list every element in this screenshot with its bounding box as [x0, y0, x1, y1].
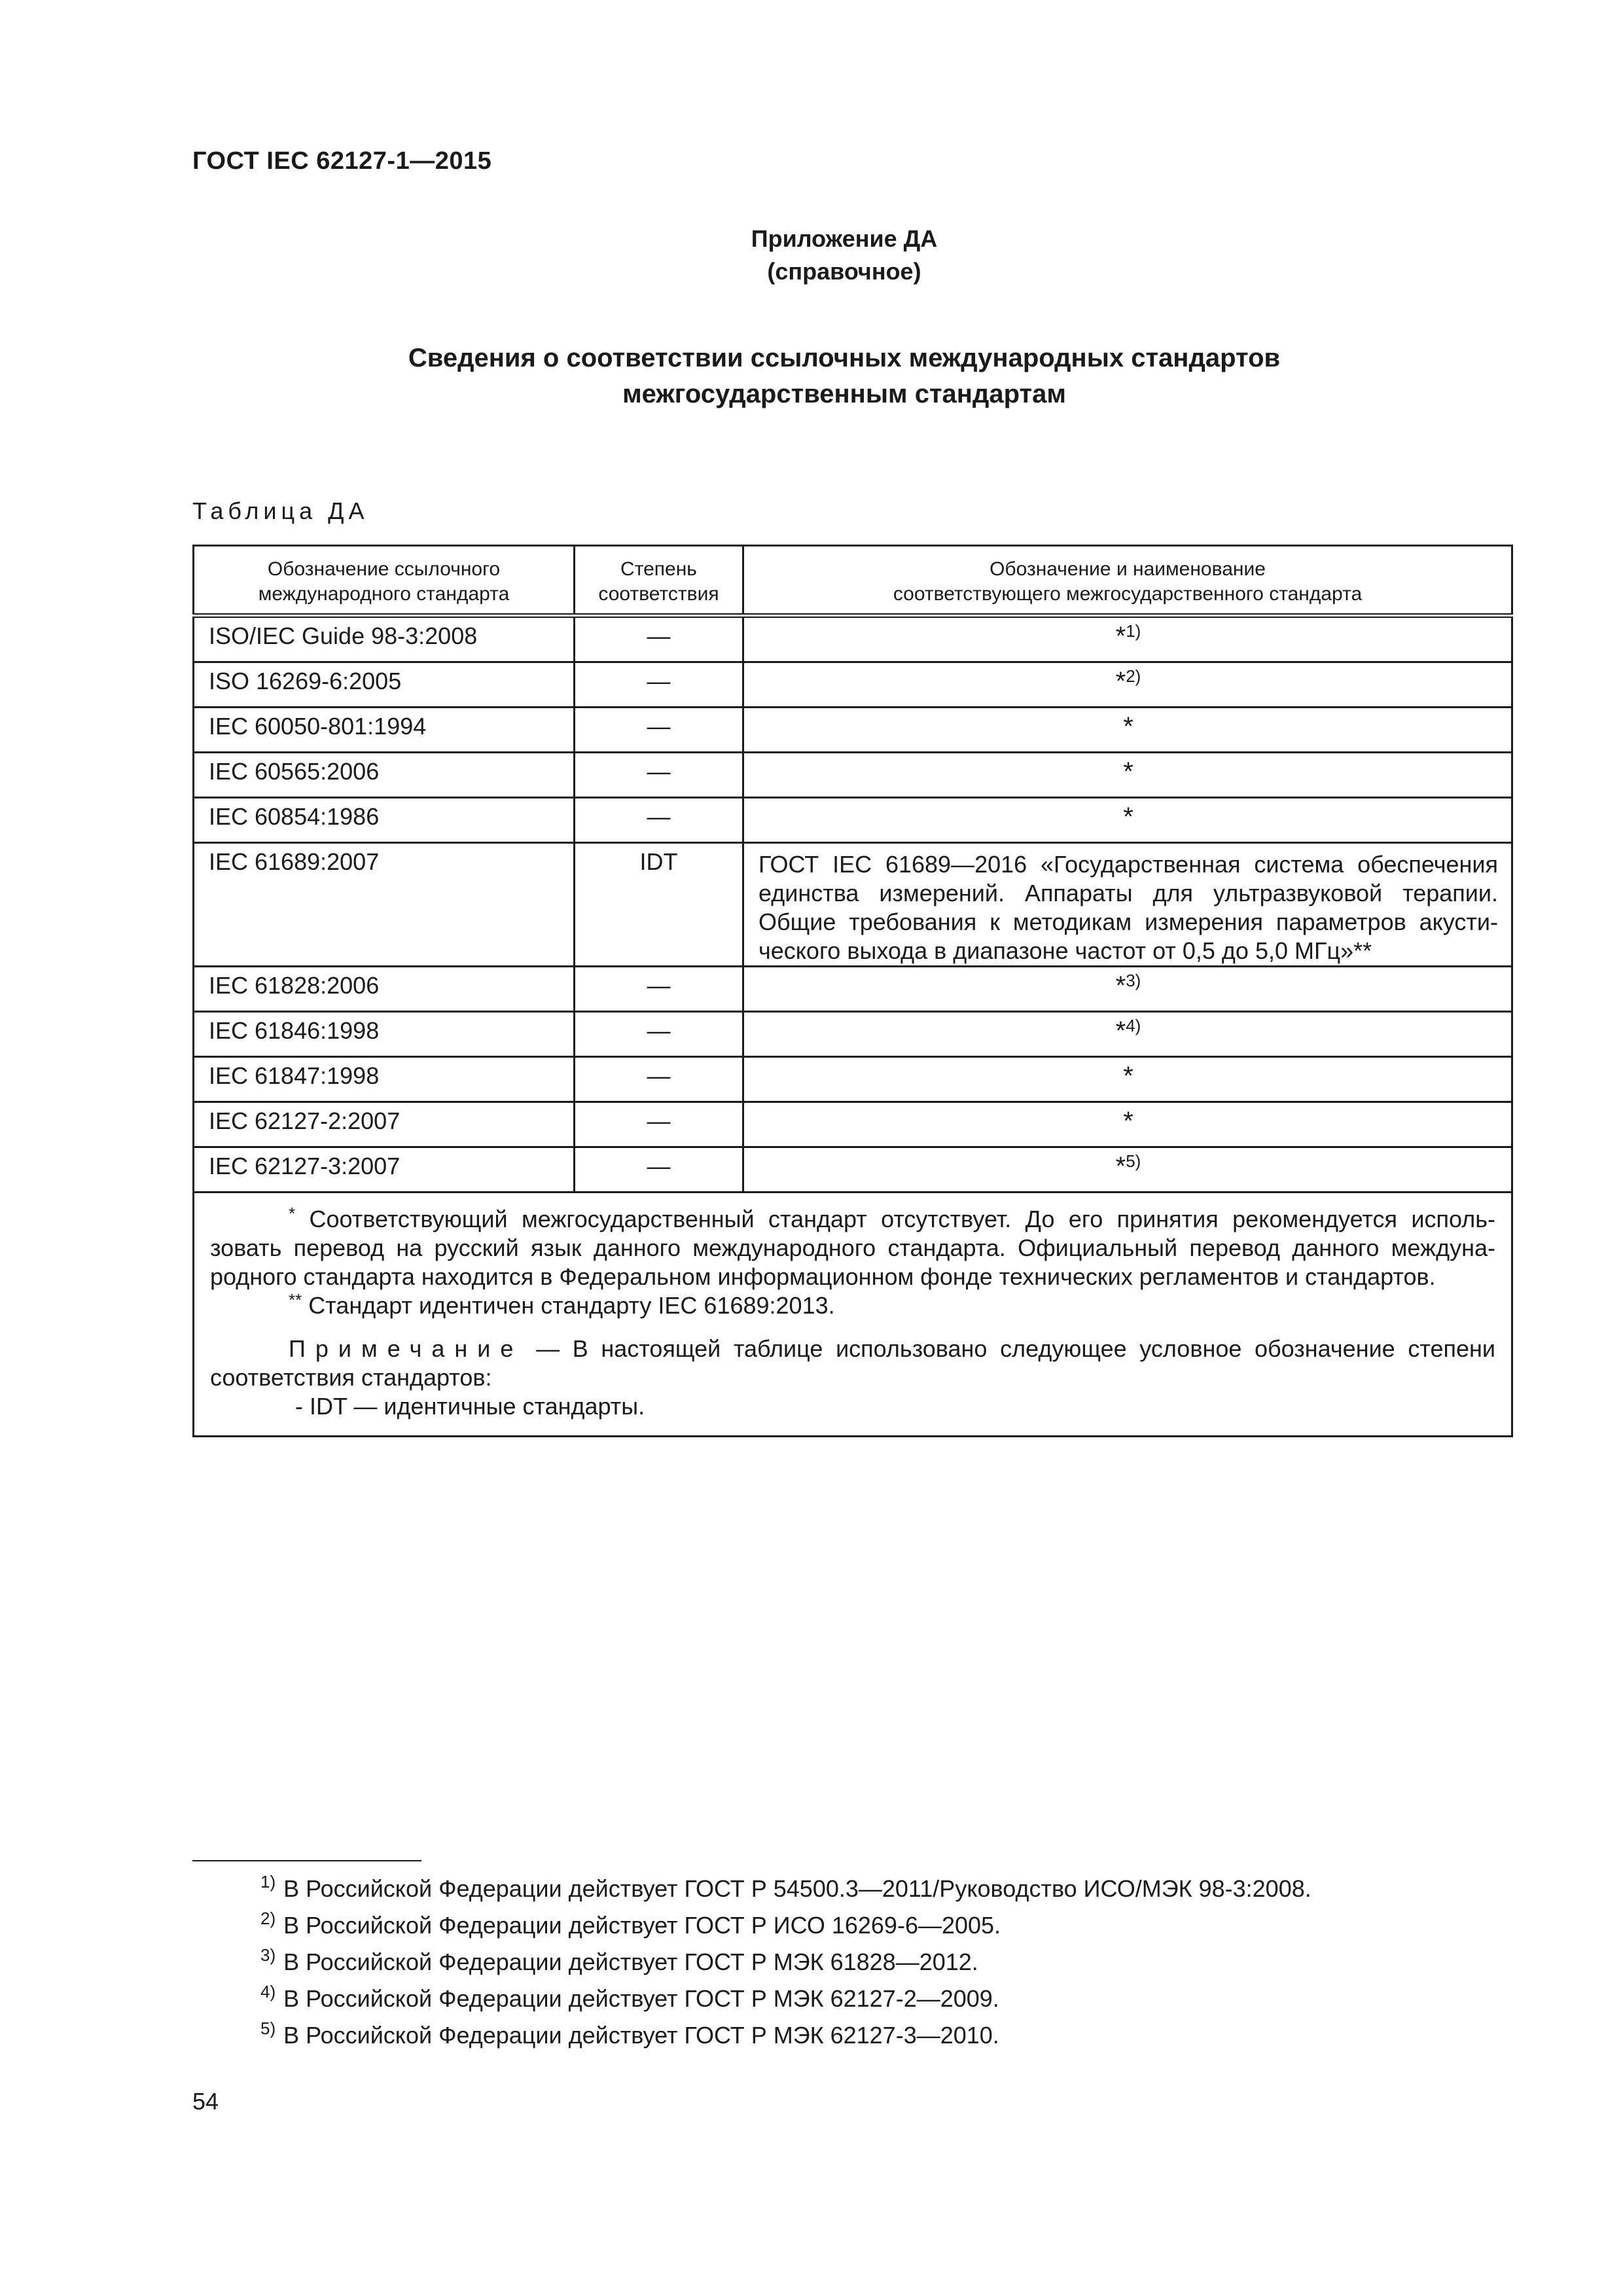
header-col1-line1: Обозначение ссылочного [267, 558, 501, 580]
header-international-standard [194, 546, 575, 616]
table-row [194, 798, 1512, 843]
footnote [260, 1944, 1311, 1981]
table-row [194, 1102, 1512, 1147]
cell-standard: IEC 61846:1998 [194, 1012, 575, 1057]
cell-standard: ISO/IEC Guide 98-3:2008 [194, 616, 575, 662]
header-col3-line1: Обозначение и наименование [990, 558, 1266, 580]
table-row [194, 967, 1512, 1012]
footnote-ref: 3) [1126, 971, 1141, 990]
header-col2-line2: соответствия [598, 583, 719, 605]
cell-degree: — [575, 1057, 743, 1102]
footnote-mark: 3) [260, 1945, 276, 1965]
cell-reference [743, 1147, 1512, 1193]
footnote-text: В Российской Федерации действует ГОСТ Р МЭК 62127-2—2009. [283, 1985, 999, 2012]
cell-degree: — [575, 753, 743, 798]
footnote-mark: 2) [260, 1909, 276, 1928]
table-label: Таблица ДА [192, 497, 369, 524]
note-double-star-text: Стандарт идентичен стандарту IEC 61689:2013. [308, 1292, 835, 1319]
cell-degree: — [575, 1147, 743, 1193]
cell-reference: ГОСТ IEC 61689—2016 «Государственная система обеспечения единства измерений. Аппараты для ультразвуковой терапии. Общие требования к методикам измерения параметров акусти-ческого выхода в диапазоне частот от 0,5 до 5,0 МГц»** [743, 843, 1512, 967]
page-number: 54 [192, 2088, 219, 2115]
section-title [262, 340, 1427, 412]
cell-reference [743, 1102, 1512, 1147]
table-row [194, 1057, 1512, 1102]
cell-reference [743, 662, 1512, 708]
cell-reference [743, 1057, 1512, 1102]
table-row [194, 616, 1512, 662]
reference-mark: * [1123, 712, 1133, 741]
table-row [194, 753, 1512, 798]
table-row [194, 1012, 1512, 1057]
header-interstate-standard [743, 546, 1512, 616]
footnote-mark: 1) [260, 1872, 276, 1892]
note-text: — В настоящей таблице использовано следующее условное обозначение степени соответствия стандартов: [210, 1335, 1495, 1391]
cell-standard: IEC 62127-2:2007 [194, 1102, 575, 1147]
note-double-star [210, 1291, 1495, 1320]
header-col3-line2: соответствующего межгосударственного стандарта [893, 583, 1363, 605]
note-star-text: Соответствующий межгосударственный стандарт отсутствует. До его принятия рекомендуется исполь-зовать перевод на русский язык данного международного стандарта. Официальный перевод данного междуна-родного стандарта находится в Федеральном информационном фонде технических регламентов и стандартов. [210, 1206, 1495, 1290]
section-title-line2: межгосударственным стандартам [622, 380, 1066, 408]
table-row [194, 708, 1512, 753]
annex-type: (справочное) [767, 258, 921, 285]
note-remark [210, 1335, 1495, 1392]
note-label: Примечание [289, 1335, 524, 1362]
cell-reference [743, 708, 1512, 753]
footnote-text: В Российской Федерации действует ГОСТ Р ИСО 16269-6—2005. [283, 1912, 1001, 1939]
footnote [260, 1907, 1311, 1944]
footnote-divider [192, 1860, 421, 1861]
cell-degree: — [575, 798, 743, 843]
correspondence-table [192, 545, 1513, 1437]
reference-mark: * [1115, 667, 1126, 696]
reference-mark: * [1115, 971, 1126, 1000]
header-col2-line1: Степень [620, 558, 697, 580]
reference-mark: * [1115, 622, 1126, 651]
cell-reference [743, 967, 1512, 1012]
cell-degree: — [575, 708, 743, 753]
cell-standard: IEC 60050-801:1994 [194, 708, 575, 753]
note-star [210, 1205, 1495, 1291]
footnote [260, 2017, 1311, 2054]
reference-mark: * [1123, 1062, 1133, 1090]
footnote-ref: 1) [1126, 621, 1141, 641]
cell-reference [743, 616, 1512, 662]
header-degree [575, 546, 743, 616]
reference-mark: * [1123, 1107, 1133, 1136]
cell-degree: — [575, 662, 743, 708]
cell-standard: ISO 16269-6:2005 [194, 662, 575, 708]
note-item: - IDT — идентичные стандарты. [295, 1393, 645, 1420]
table-header-row [194, 546, 1512, 616]
table-row [194, 1147, 1512, 1193]
footnote-mark: 5) [260, 2018, 276, 2038]
annex-title: Приложение ДА [751, 225, 938, 252]
footnote-ref: 5) [1126, 1151, 1141, 1171]
note-star-mark: * [289, 1204, 296, 1223]
cell-standard: IEC 61689:2007 [194, 843, 575, 967]
footnote-ref: 2) [1126, 666, 1141, 686]
footnote-text: В Российской Федерации действует ГОСТ Р 54500.3—2011/Руководство ИСО/МЭК 98-3:2008. [283, 1875, 1311, 1902]
footnote-ref: 4) [1126, 1016, 1141, 1035]
cell-standard: IEC 60565:2006 [194, 753, 575, 798]
cell-standard: IEC 60854:1986 [194, 798, 575, 843]
section-title-line1: Сведения о соответствии ссылочных международных стандартов [408, 344, 1281, 372]
header-col1-line2: международного стандарта [258, 583, 510, 605]
reference-mark: * [1123, 802, 1133, 831]
cell-degree: — [575, 1012, 743, 1057]
reference-mark: * [1123, 757, 1133, 786]
document-id-header: ГОСТ IEC 62127-1—2015 [192, 147, 492, 175]
cell-reference [743, 1012, 1512, 1057]
table-notes [194, 1193, 1512, 1437]
cell-degree: IDT [575, 843, 743, 967]
footnotes [260, 1871, 1311, 2054]
reference-mark: * [1115, 1152, 1126, 1181]
footnote [260, 1981, 1311, 2017]
cell-reference [743, 753, 1512, 798]
footnote-mark: 4) [260, 1982, 276, 2001]
note-double-star-mark: ** [289, 1290, 302, 1310]
footnote-text: В Российской Федерации действует ГОСТ Р МЭК 62127-3—2010. [283, 2022, 999, 2049]
annex-heading [661, 223, 1027, 288]
table-row [194, 662, 1512, 708]
reference-mark: * [1115, 1016, 1126, 1045]
cell-standard: IEC 62127-3:2007 [194, 1147, 575, 1193]
cell-degree: — [575, 616, 743, 662]
footnote-text: В Российской Федерации действует ГОСТ Р МЭК 61828—2012. [283, 1948, 978, 1975]
cell-degree: — [575, 1102, 743, 1147]
cell-standard: IEC 61847:1998 [194, 1057, 575, 1102]
cell-reference [743, 798, 1512, 843]
cell-degree: — [575, 967, 743, 1012]
table-notes-row [194, 1193, 1512, 1437]
table-row [194, 843, 1512, 967]
cell-standard: IEC 61828:2006 [194, 967, 575, 1012]
footnote [260, 1871, 1311, 1907]
